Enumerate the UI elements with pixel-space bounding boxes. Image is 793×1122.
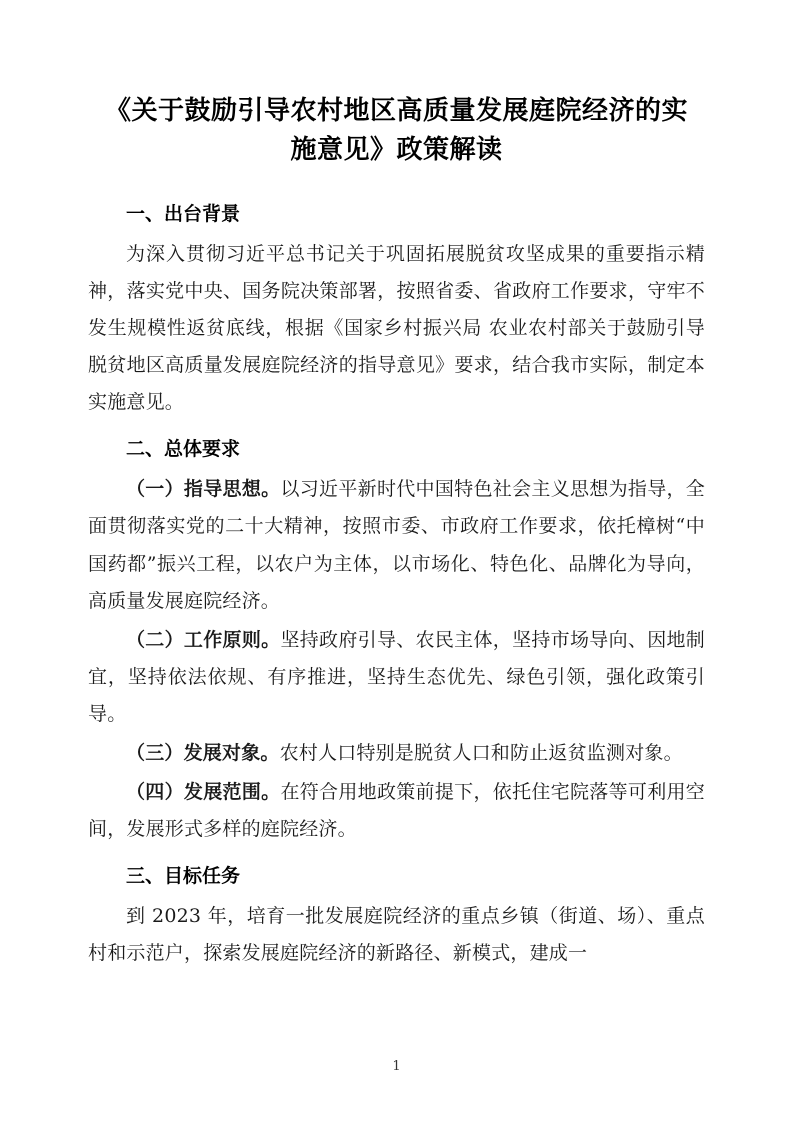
paragraph-text: 为深入贯彻习近平总书记关于巩固拓展脱贫攻坚成果的重要指示精神，落实党中央、国务院决策部署，按照省委、省政府工作要求，守牢不发生规模性返贫底线，根据《国家乡村振兴局 农业农村部关于鼓励引导脱贫地区高质量发展庭院经济的指导意见》要求，结合我市实际，制定本实施意见。 (88, 243, 705, 414)
paragraph-text: 以习近平新时代中国特色社会主义思想为指导，全面贯彻落实党的二十大精神，按照市委、市政府工作要求，依托樟树“中国药都”振兴工程，以农户为主体，以市场化、特色化、品牌化为导向，高质量发展庭院经济。 (88, 478, 705, 612)
section-heading: 一、出台背景 (126, 203, 241, 225)
paragraph-text: 农村人口特别是脱贫人口和防止返贫监测对象。 (279, 741, 683, 764)
section-heading: 三、目标任务 (126, 864, 241, 887)
paragraph (88, 774, 705, 848)
document-section (88, 196, 705, 421)
section-heading: 二、总体要求 (126, 438, 241, 461)
paragraph-lead: （三）发展对象。 (126, 741, 280, 764)
paragraph (88, 236, 705, 421)
document-section (88, 858, 705, 972)
paragraph (88, 622, 705, 733)
paragraph (88, 898, 705, 972)
page-title: 《关于鼓励引导农村地区高质量发展庭院经济的实施意见》政策解读 (104, 96, 688, 165)
paragraph-text: 坚持政府引导、农民主体，坚持市场导向、因地制宜，坚持依法依规、有序推进，坚持生态优先、绿色引领，强化政策引导。 (88, 628, 705, 725)
paragraph-text: 到 2023 年，培育一批发展庭院经济的重点乡镇（街道、场）、重点村和示范户，探索发展庭院经济的新路径、新模式，建成一 (88, 904, 705, 965)
paragraph (88, 471, 705, 619)
paragraph-text: 在符合用地政策前提下，依托住宅院落等可利用空间，发展形式多样的庭院经济。 (88, 780, 705, 840)
document-section (88, 431, 705, 848)
paragraph-lead: （一）指导思想。 (126, 478, 281, 501)
paragraph (88, 735, 705, 772)
page-number: 1 (392, 1059, 401, 1074)
paragraph-lead: （二）工作原则。 (126, 628, 281, 651)
paragraph-lead: （四）发展范围。 (126, 780, 281, 803)
